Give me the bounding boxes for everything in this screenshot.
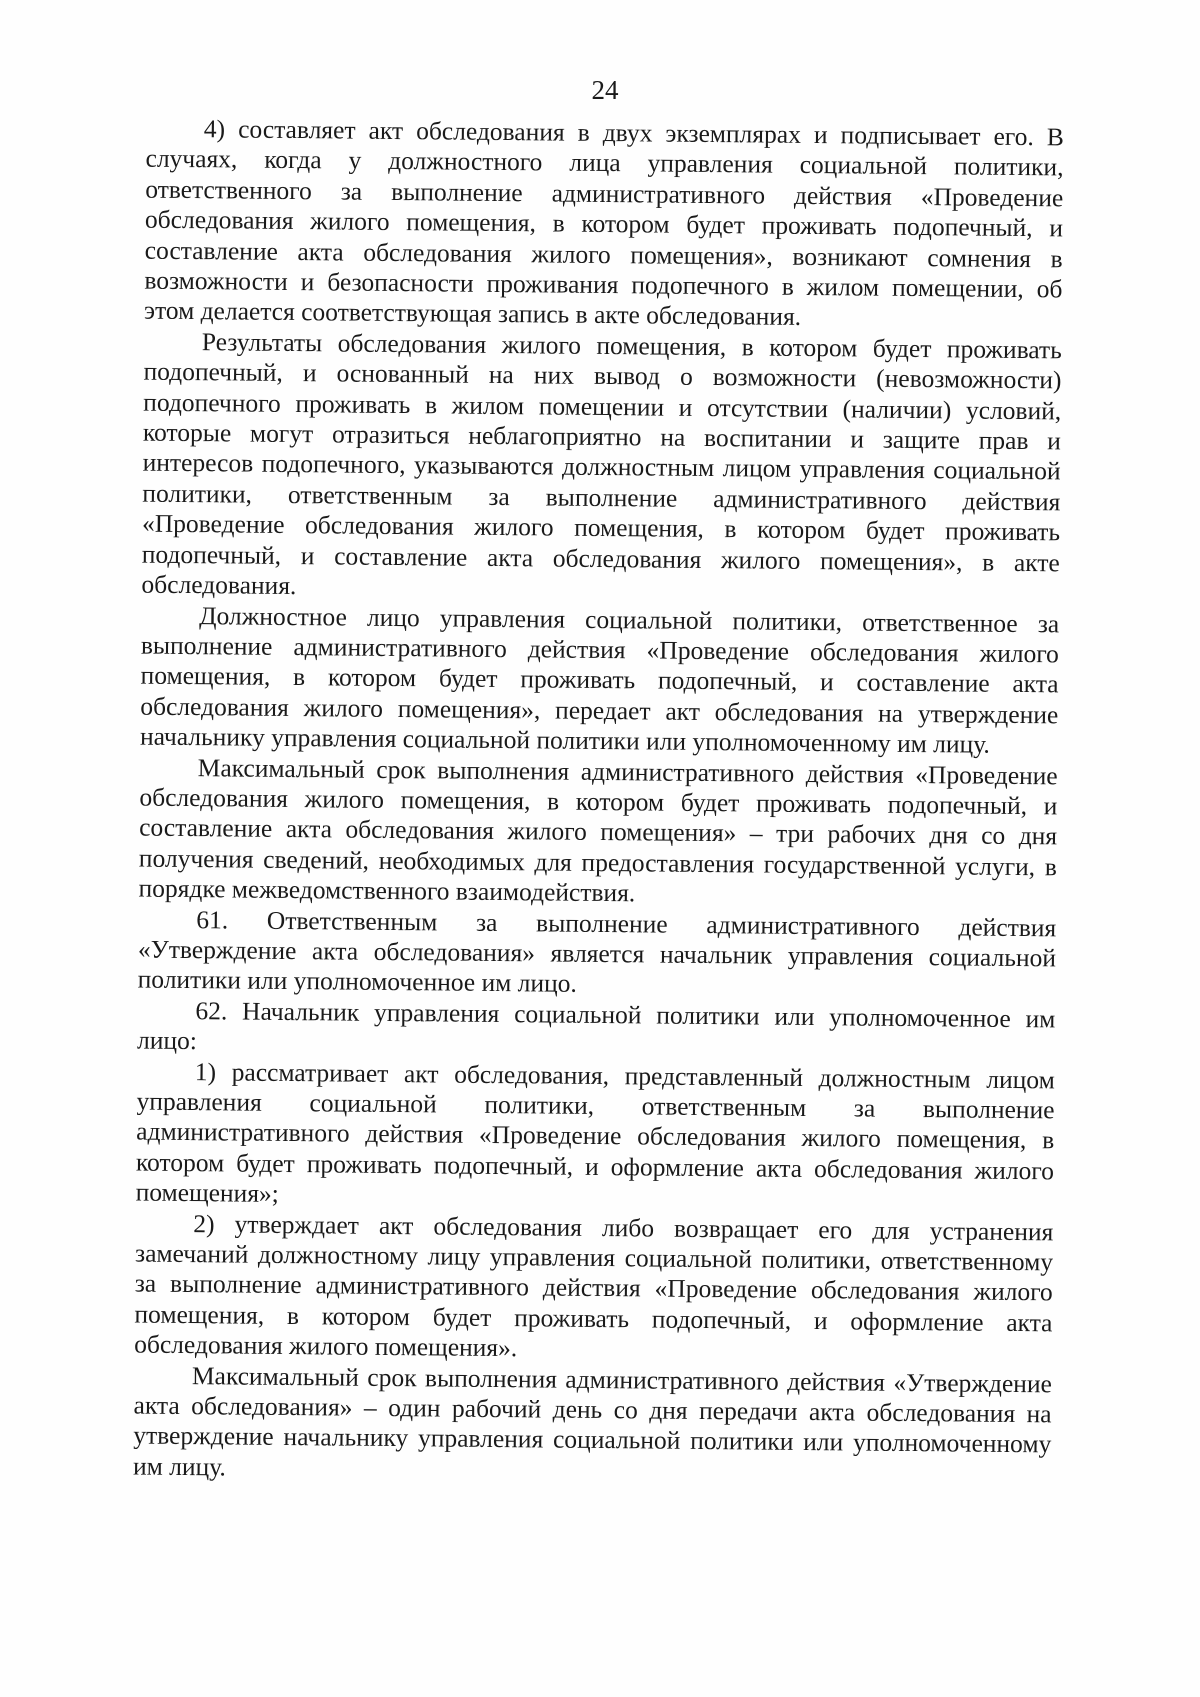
paragraph-item-4: 4) составляет акт обследования в двух экземплярах и подписывает его. В случаях, когда у должностного лица управления социальной политики, ответственного за выполнение административного действия «Проведение обследования жилого помещения, в котором будет проживать подопечный, и составление акта обследования жилого помещения», возникают сомнения в возможности и безопасности проживания подопечного в жилом помещении, об этом делается соответствующая запись в акте обследования. [143, 114, 1064, 332]
paragraph-62-item-2: 2) утверждает акт обследования либо возвращает его для устранения замечаний должностному лицу управления социальной политики, ответственному за выполнение административного действия «Проведение обследования жилого помещения, в котором будет проживать подопечный, и оформление акта обследования жилого помещения». [134, 1208, 1054, 1363]
page-number: 24 [591, 75, 619, 105]
paragraph-official-transfers-act: Должностное лицо управления социальной политики, ответственное за выполнение административного действия «Проведение обследования жилого помещения, в котором будет проживать подопечный, и составление акта обследования жилого помещения», передает акт обследования на утверждение начальнику управления социальной политики или уполномоченному им лицу. [139, 600, 1060, 759]
paragraph-max-term-approval: Максимальный срок выполнения административного действия «Утверждение акта обследования» – один рабочий день со дня передачи акта обследования на утверждение начальнику управления социальной политики или уполномоченному им лицу. [132, 1360, 1053, 1482]
paragraph-62-item-1: 1) рассматривает акт обследования, представленный должностным лицом управления социальной политики, ответственным за выполнение административного действия «Проведение обследования жилого помещения, в котором будет проживать подопечный, и оформление акта обследования жилого помещения»; [135, 1056, 1055, 1209]
paragraph-inspection-results: Результаты обследования жилого помещения, в котором будет проживать подопечный, и основанный на них вывод о возможности (невозможности) подопечного проживать в жилом помещении и отсутствии (наличии) условий, которые могут отразиться неблагоприятно на воспитании и защите прав и интересов подопечного, указываются должностным лицом управления социальной политики, ответственным за выполнение административного действия «Проведение обследования жилого помещения, в котором будет проживать подопечный, и составление акта обследования жилого помещения», в акте обследования. [141, 326, 1062, 601]
document-body [133, 114, 1064, 1491]
paragraph-61: 61. Ответственным за выполнение административного действия «Утверждение акта обследования» является начальник управления социальной политики или уполномоченное им лицо. [137, 904, 1057, 999]
paragraph-62: 62. Начальник управления социальной политики или уполномоченное им лицо: [136, 995, 1056, 1056]
paragraph-max-term-inspection: Максимальный срок выполнения административного действия «Проведение обследования жилого помещения, в котором будет проживать подопечный, и составление акта обследования жилого помещения» – три рабочих дня со дня получения сведений, необходимых для предоставления государственной услуги, в порядке межведомственного взаимодействия. [138, 752, 1058, 908]
